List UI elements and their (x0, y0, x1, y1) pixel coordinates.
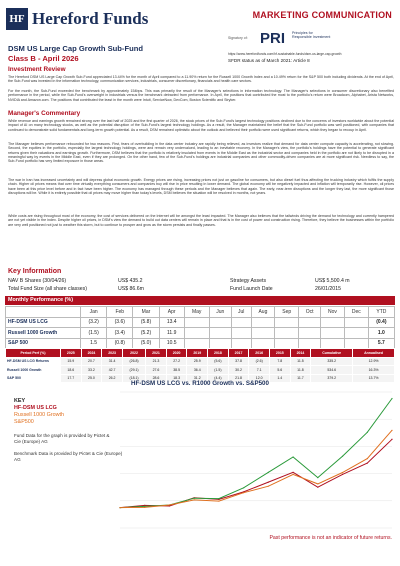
marketing-communication-label: MARKETING COMMUNICATION (252, 10, 392, 20)
monthly-cell (275, 338, 299, 349)
legend-russell: Russell 1000 Growth (14, 412, 65, 418)
past-performance-disclaimer: Past performance is not an indicator of future returns. (269, 535, 392, 541)
period-cell: 21.3 (146, 357, 167, 366)
monthly-cell (251, 317, 275, 328)
monthly-cell (344, 317, 368, 328)
period-cell: 13.7% (353, 374, 395, 383)
period-cell: 42.7 (102, 366, 123, 375)
fund-launch-date-value: 26/01/2015 (315, 286, 341, 292)
period-cell: 31.2 (187, 374, 208, 383)
fund-title: DSM US Large Cap Growth Sub-Fund (8, 44, 143, 53)
period-cell: 379.2 (311, 374, 353, 383)
monthly-cell (299, 317, 321, 328)
series-point (367, 458, 368, 459)
monthly-performance-heading: Monthly Performance (%) (5, 296, 395, 305)
monthly-col-header: YTD (368, 307, 394, 318)
monthly-cell: (5.2) (133, 328, 159, 339)
series-point (317, 487, 318, 488)
total-fund-size-label: Total Fund Size (all share classes) (8, 286, 87, 292)
manager-commentary-paragraph-3: The war in Iran has increased uncertainty and will depress global economic growth. Energy prices are rising, increasing prices not just on gasoline for consumers, but also diesel fuel thus affecting the trucking industry which fulfils the supply chain. Higher oil prices means that over time virtually everything consumers and companies buy will rise in price resulting in lower demand. The global economy will be negatively impacted and inflation will temporarily rise. However, oil prices have been at this price level before and in fact have been higher. The economy has managed through these periods and the Manager believes that again. The early, near-term disruptions and the longer they last, the more significant those disruptions will be. While it is entirely possible that oil prices may move higher than today's levels, DSM believes the situation will be resolved in months, not years. (8, 178, 394, 195)
monthly-row-label: HF-DSM US LCG (6, 317, 81, 328)
series-point (391, 398, 392, 399)
monthly-cell: (5.8) (133, 317, 159, 328)
monthly-col-header: Nov (321, 307, 345, 318)
series-point (342, 474, 343, 475)
legend-key-label: KEY (14, 398, 26, 404)
period-cell: 31.4 (102, 357, 123, 366)
monthly-row (6, 328, 395, 339)
series-point (292, 472, 293, 473)
monthly-col-header: Feb (107, 307, 133, 318)
period-cell: 38.5 (166, 366, 187, 375)
period-cell: (29.1) (122, 366, 145, 375)
series-point (194, 498, 195, 499)
series-point (268, 472, 269, 473)
period-cell: 17.7 (61, 374, 82, 383)
monthly-cell: 1.0 (368, 328, 394, 339)
period-cell: 25.0 (81, 374, 102, 383)
monthly-cell (251, 328, 275, 339)
monthly-cell: (5.0) (133, 338, 159, 349)
monthly-cell (321, 317, 345, 328)
series-point (317, 477, 318, 478)
investment-review-heading: Investment Review (8, 66, 66, 73)
period-col-header: 2022 (122, 349, 145, 358)
period-col-header: 2025 (61, 349, 82, 358)
series-point (194, 499, 195, 500)
legend-sp500: S&P500 (14, 419, 34, 425)
period-cell: 12.9% (353, 357, 395, 366)
monthly-cell: 11.9 (159, 328, 184, 339)
nav-label: NAV B Shares (30/04/26) (8, 278, 67, 284)
monthly-cell: (3.2) (81, 317, 107, 328)
series-point (218, 498, 219, 499)
period-cell: (18.1) (122, 374, 145, 383)
monthly-cell (184, 338, 209, 349)
fund-url-link[interactable]: https://www.herefordfunds.com/hf-sustainable-funds/dsm-us-large-cap-growth (228, 52, 342, 56)
series-point (367, 463, 368, 464)
manager-commentary-paragraph-2: The Manager believes performance rebounded for two reasons. First, fears of overbuilding in the data center industry are rapidly being relieved, as investors realize that demand for data center compute capacity is accelerating, not slowing. Second, the equities in the portfolio, especially the largest technology holdings, were and remain very undervalued, leading to an inevitable recovery. In the Manager's view, the portfolio's holdings have the potential to generate significant returns given their valuations and earnings growth. Furthermore, DSM believes that the portfolio is relatively insulated from events in the Middle East as the industrial sector and companies held in the portfolio are not likely to be disrupted in a meaningful way by events in the Middle East, even if they are prolonged. On the other hand, few of the Sub-Fund's holdings are industrial companies and other commodity-driven companies are at more significant risk. Needless to say, the Sub-Fund portfolio has very limited exposure in those areas. (8, 142, 394, 164)
series-point (342, 456, 343, 457)
monthly-cell (209, 328, 231, 339)
fund-launch-date-label: Fund Launch Date (230, 286, 273, 292)
period-cell: 18.3 (166, 374, 187, 383)
series-point (391, 439, 392, 440)
period-cell: 33.2 (81, 366, 102, 375)
period-cell: (26.8) (122, 357, 145, 366)
monthly-performance-table (5, 306, 395, 349)
chart-title: HF-DSM US LCG vs. R1000 Growth vs. S&P500 (131, 380, 269, 387)
period-cell: 25.9 (187, 357, 208, 366)
series-point (367, 432, 368, 433)
period-col-header: Annualised (353, 349, 395, 358)
period-col-header: 2015 (270, 349, 291, 358)
period-col-header: 2018 (208, 349, 229, 358)
monthly-cell (321, 338, 345, 349)
period-row-label: HF-DSM US LCG Returns (6, 357, 61, 366)
period-cell: 27.6 (146, 366, 167, 375)
monthly-cell: 13.4 (159, 317, 184, 328)
series-point (342, 472, 343, 473)
monthly-cell (231, 317, 251, 328)
logo-text: Hereford Funds (32, 9, 149, 28)
period-col-header: 2020 (166, 349, 187, 358)
monthly-cell (231, 338, 251, 349)
monthly-cell (344, 338, 368, 349)
period-cell: 7.8 (270, 357, 291, 366)
period-cell: 36.4 (187, 366, 208, 375)
period-cell: (2.6) (249, 357, 270, 366)
monthly-col-header: Aug (251, 307, 275, 318)
monthly-col-header: Jan (81, 307, 107, 318)
monthly-row (6, 317, 395, 328)
period-col-header: 2023 (102, 349, 123, 358)
strategy-assets-label: Strategy Assets (230, 278, 267, 284)
period-performance-header-row (6, 349, 395, 358)
investment-review-paragraph-2: For the month, the Sub-Fund exceeded the benchmark by approximately 154bps. This was primarily the result of the Manager's selections in information technology. The Manager's selections in consumer discretionary also benefited performance in the period, while the Sub-Fund's overweight in industrials versus the benchmark detracted from performance. In April, the positions that contributed the most to the portfolio's return were Broadcom, Alphabet, Arista Networks, NVIDIA and Amazon.com. The positions that contributed the least in the month were Intuit, ServiceNow, DexCom, Boston Scientific and Stryker. (8, 89, 394, 102)
period-col-header: Period Perf (%) (6, 349, 61, 358)
period-row (6, 366, 395, 375)
benchmark-data-source: Benchmark Data is provided by Pictet & Cie (Europe) AG (14, 451, 123, 462)
series-point (218, 500, 219, 501)
monthly-cell (275, 328, 299, 339)
monthly-cell (344, 328, 368, 339)
period-cell: 16.3% (353, 366, 395, 375)
series-point (391, 430, 392, 431)
period-performance-table (5, 348, 395, 383)
monthly-cell (299, 328, 321, 339)
period-col-header: Cumulative (311, 349, 353, 358)
period-row-label: S&P 500 (6, 374, 61, 383)
period-cell: (1.5) (208, 366, 229, 375)
period-cell: 12.0 (249, 374, 270, 383)
pri-tagline: Principles for Responsible Investment (292, 31, 331, 40)
monthly-cell: (0.8) (107, 338, 133, 349)
pri-logo: PRI (260, 30, 286, 47)
monthly-cell (184, 317, 209, 328)
class-date-line: Class B - April 2026 (8, 54, 79, 63)
period-cell: 1.4 (270, 374, 291, 383)
monthly-cell (231, 328, 251, 339)
monthly-col-header: Jun (209, 307, 231, 318)
period-cell: (5.6) (208, 357, 229, 366)
investment-review-paragraph-1: The Hereford DSM US Large Cap Growth Sub-Fund appreciated 13.44% for the month of April compared to a 11.90% return for the Russell 1000 Growth Index and a 10.49% return for the S&P 500 both including dividends. At the end of April, the Sub-Fund was invested in the information technology, communication services, industrials, consumer discretionary, financials and health care sectors. (8, 75, 394, 84)
period-cell: 534.6 (311, 366, 353, 375)
monthly-cell: (0.4) (368, 317, 394, 328)
series-point (268, 482, 269, 483)
monthly-cell: (3.4) (107, 328, 133, 339)
series-point (169, 504, 170, 505)
period-row-label: Russell 1000 Growth (6, 366, 61, 375)
total-fund-size-value: US$ 86.6m (118, 286, 144, 292)
monthly-row-label: Russell 1000 Growth (6, 328, 81, 339)
manager-commentary-paragraph-4: While costs are rising throughout most of the economy, the cost of services delivered on the Internet will be amongst the least impacted. The Manager also believes that the tailwinds driving the demand for technology and currently hampered are not yet visible in the index. Despite higher oil prices, in DSM's view the demand to build out data centers will remain in place and that is in the cost of power and construction rising. Therefore, they believe the businesses within the portfolio are very well positioned not just to weather this storm, but to continue to prosper and grow as the storm persists and finally passes. (8, 214, 394, 227)
monthly-performance-header-row (6, 307, 395, 318)
period-col-header: 2014 (290, 349, 311, 358)
monthly-cell (209, 338, 231, 349)
period-row (6, 357, 395, 366)
manager-commentary-paragraph-1: While revenue and earnings growth remained strong over the last half of 2025 and the first quarter of 2026, the stock prices of the Sub-Fund's largest technology positions declined due to the concerns of investors worldwide about the potential impact of AI on many technology stocks, as well as the potential disruption of the Sub-Fund's largest technology holdings. As a result, the Manager maintained the belief that the Sub-Fund portfolio was well positioned, with companies that continued to demonstrate solid fundamentals and long-term growth potential. As a result, DSM remained optimistic about the outlook and believed their portfolio were used significant returns, which they began to recoup in April. (8, 119, 394, 132)
period-cell: 21.8 (228, 374, 249, 383)
monthly-cell: (3.6) (107, 317, 133, 328)
period-cell: 37.8 (228, 357, 249, 366)
monthly-cell (209, 317, 231, 328)
period-cell: 335.2 (311, 357, 353, 366)
period-cell: 7.1 (249, 366, 270, 375)
monthly-cell: 10.5 (159, 338, 184, 349)
period-cell: 20.7 (81, 357, 102, 366)
series-line-1 (120, 399, 392, 508)
monthly-cell (321, 328, 345, 339)
key-information-heading: Key Information (8, 268, 62, 275)
monthly-row-label: S&P 500 (6, 338, 81, 349)
period-col-header: 2016 (249, 349, 270, 358)
period-col-header: 2019 (187, 349, 208, 358)
series-point (144, 507, 145, 508)
logo-mark: HF (6, 8, 28, 30)
period-cell: 26.2 (102, 374, 123, 383)
monthly-cell (299, 338, 321, 349)
monthly-cell: (1.5) (81, 328, 107, 339)
manager-commentary-heading: Manager's Commentary (8, 110, 81, 117)
period-cell: 18.6 (61, 366, 82, 375)
period-cell: 11.7 (290, 374, 311, 383)
monthly-col-header: Apr (159, 307, 184, 318)
monthly-col-header: May (184, 307, 209, 318)
period-cell: 30.2 (228, 366, 249, 375)
period-cell: (4.4) (208, 374, 229, 383)
period-cell: 27.2 (166, 357, 187, 366)
strategy-assets-value: US$ 5,500.4 m (315, 278, 350, 284)
monthly-col-header: Oct (299, 307, 321, 318)
nav-value: US$ 435.2 (118, 278, 143, 284)
monthly-col-header: Jul (231, 307, 251, 318)
pri-signatory-label: Signatory of: (228, 36, 248, 40)
period-cell: 11.5 (290, 357, 311, 366)
series-line-2 (120, 430, 392, 507)
monthly-col-header: Mar (133, 307, 159, 318)
period-cell: 28.6 (146, 374, 167, 383)
series-point (268, 486, 269, 487)
period-cell: 15.9 (61, 357, 82, 366)
monthly-cell: 5.7 (368, 338, 394, 349)
monthly-cell (251, 338, 275, 349)
monthly-row (6, 338, 395, 349)
period-cell: 11.8 (290, 366, 311, 375)
period-col-header: 2017 (228, 349, 249, 358)
series-point (292, 456, 293, 457)
period-col-header: 2024 (81, 349, 102, 358)
series-point (292, 474, 293, 475)
monthly-cell (184, 328, 209, 339)
period-cell: 5.6 (270, 366, 291, 375)
fund-data-source: Fund Data for the graph is provided by Pictet & Cie (Europe) AG (14, 433, 110, 444)
series-point (243, 487, 244, 488)
series-point (317, 483, 318, 484)
legend-fund: HF-DSM US LCG (14, 405, 57, 411)
monthly-col-header: Sep (275, 307, 299, 318)
series-point (119, 507, 120, 508)
period-col-header: 2021 (146, 349, 167, 358)
sfdr-status: SFDR status as of March 2021: Article 8 (228, 58, 310, 63)
monthly-col-header: Dec (344, 307, 368, 318)
series-point (243, 492, 244, 493)
monthly-cell: 1.5 (81, 338, 107, 349)
monthly-cell (275, 317, 299, 328)
